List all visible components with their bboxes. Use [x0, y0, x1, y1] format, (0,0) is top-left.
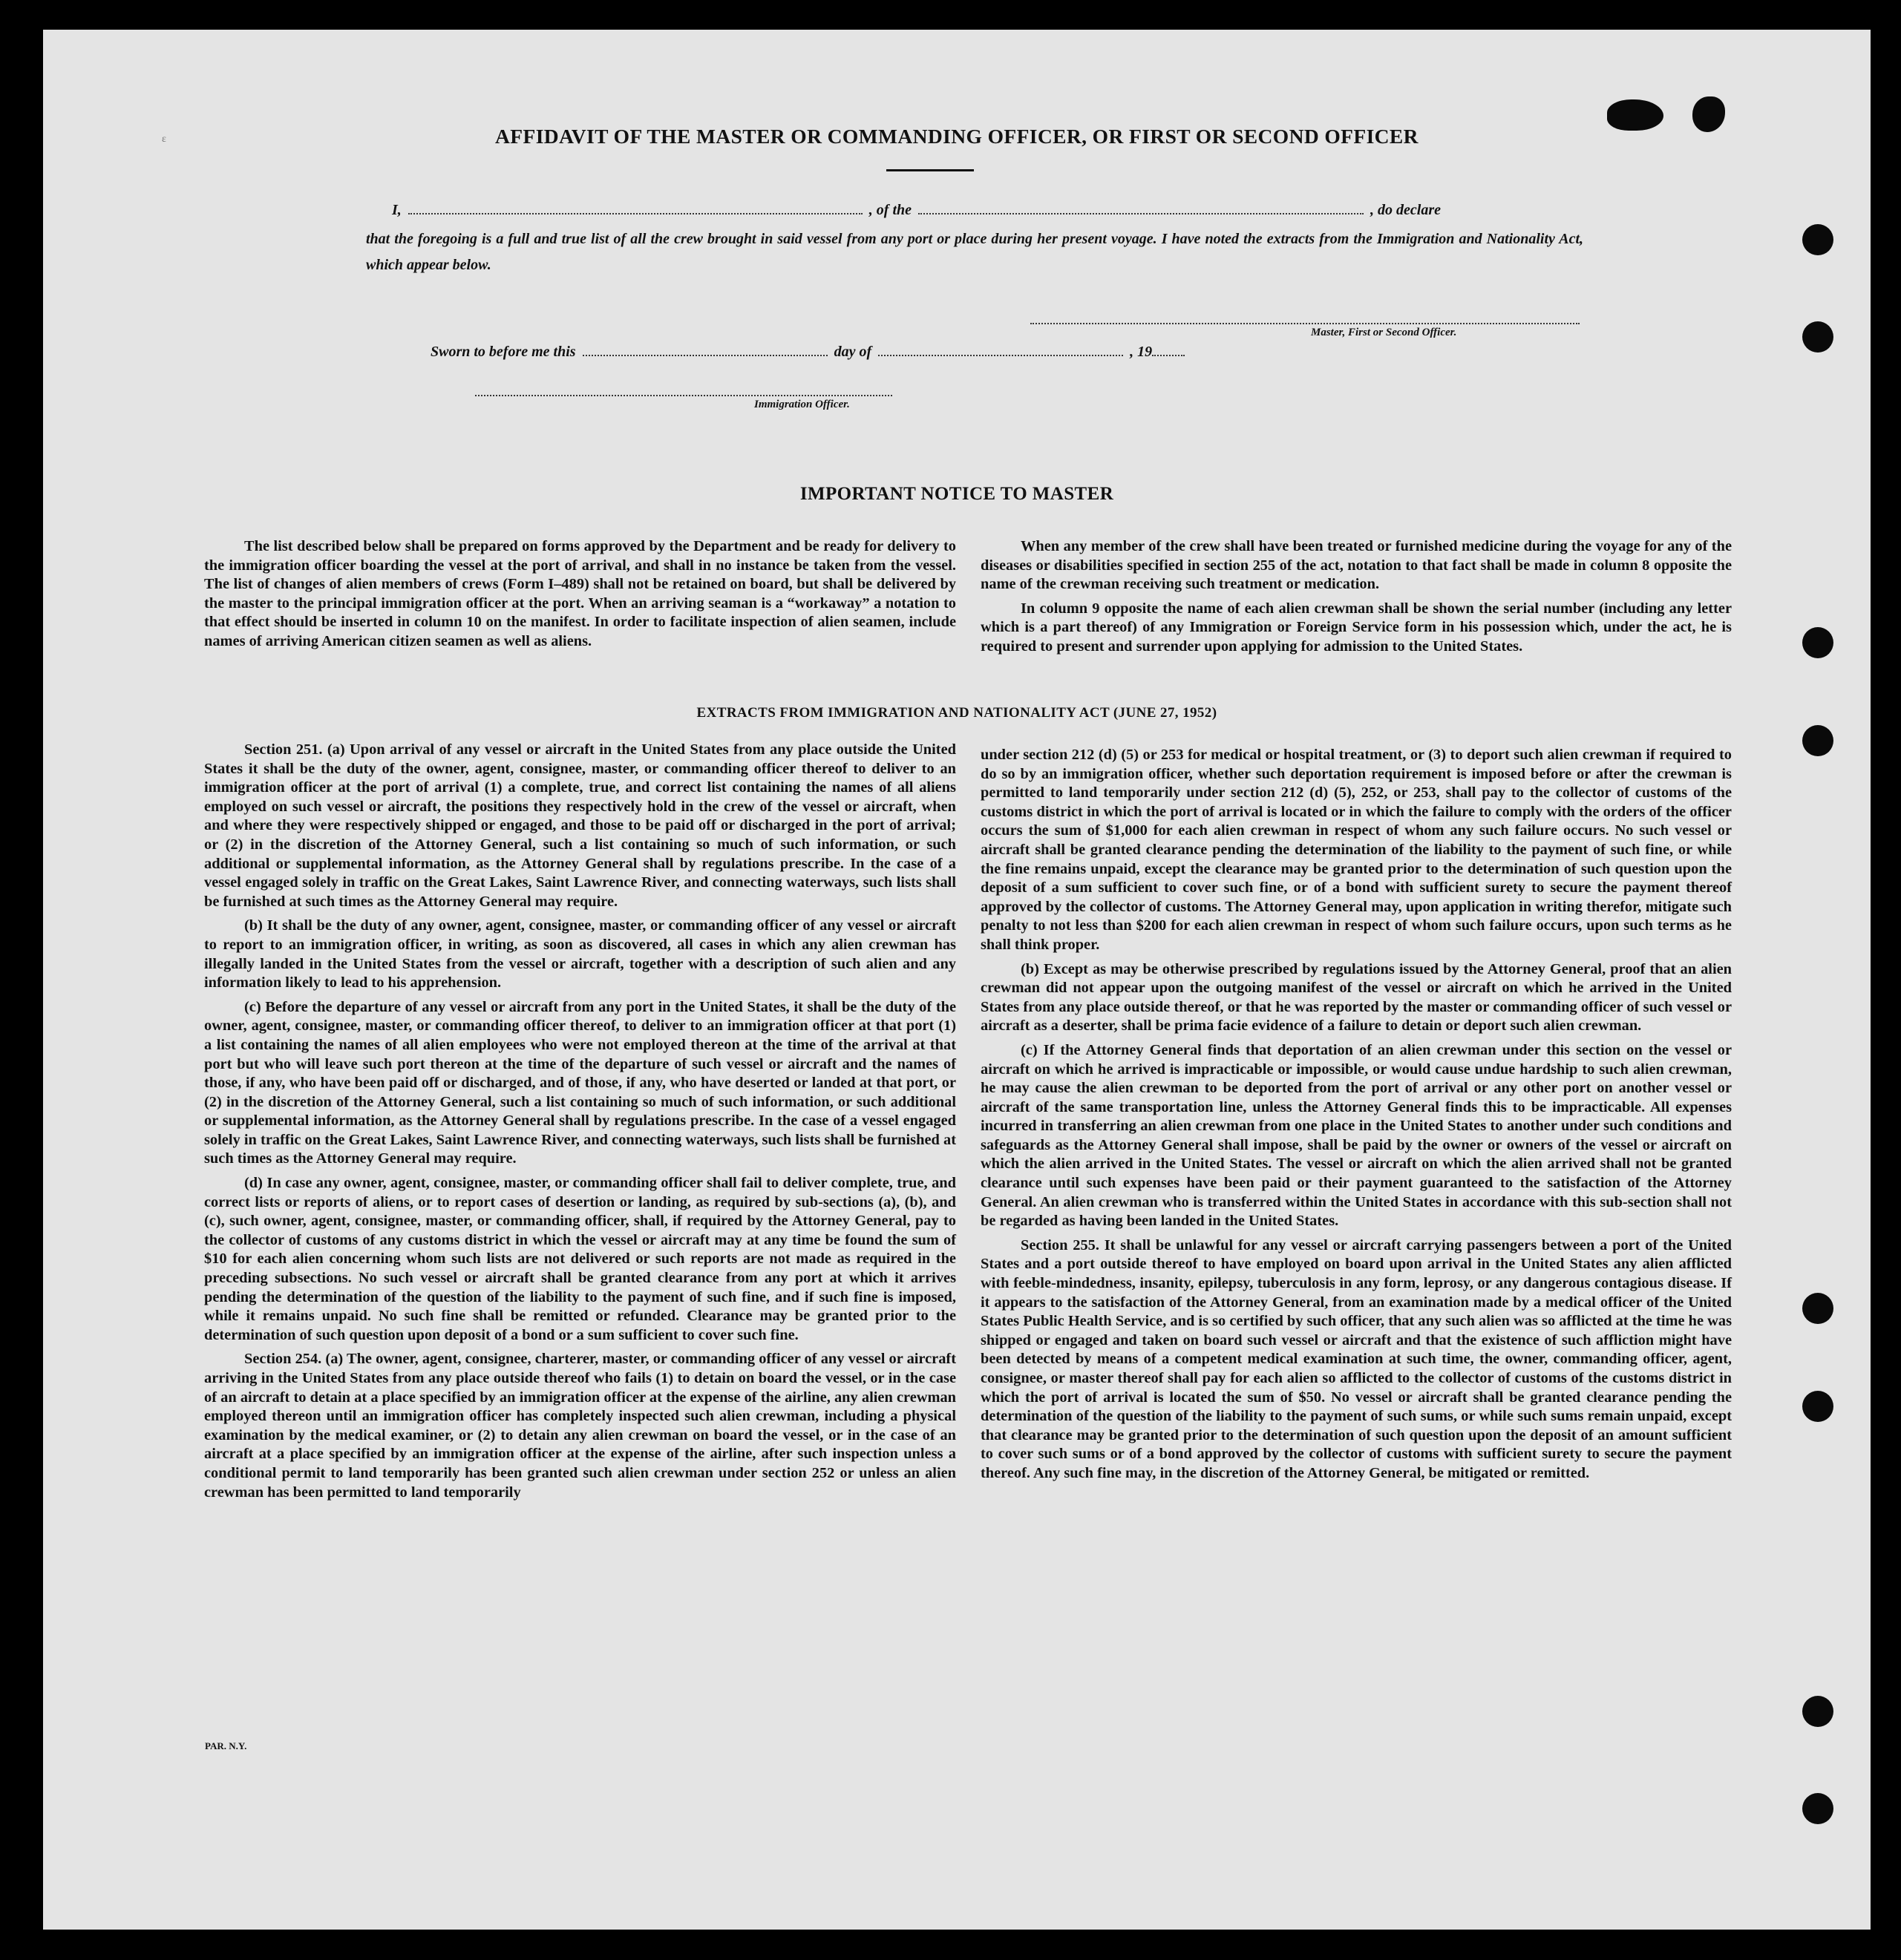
title-underline	[886, 169, 974, 171]
label-i: I,	[392, 202, 402, 218]
immigration-officer-caption: Immigration Officer.	[754, 399, 850, 410]
punch-hole	[1802, 321, 1833, 353]
notice-right-column	[981, 537, 1732, 662]
notice-left-column	[204, 537, 956, 657]
declaration-line	[392, 202, 1441, 219]
vessel-field[interactable]	[918, 206, 1364, 214]
master-signature-field[interactable]	[1030, 323, 1580, 324]
month-field[interactable]	[878, 347, 1123, 356]
year-field[interactable]	[1152, 347, 1185, 356]
punch-hole	[1802, 1293, 1833, 1324]
extracts-left-column	[204, 741, 956, 1507]
label-do-declare: , do declare	[1370, 202, 1441, 218]
section-251-b: (b) It shall be the duty of any owner, agent, consignee, master, or commanding officer of any vessel or aircraft to report to an immigration officer, in writing, as soon as discovered, all cases in which any alien crewman has illegally landed in the United States from the vessel or aircraft, together with a description of such alien and any information likely to lead to his apprehension.	[204, 917, 956, 992]
section-251-a: Section 251. (a) Upon arrival of any vessel or aircraft in the United States from any place outside the United States it shall be the duty of the owner, agent, consignee, master, or commanding officer thereof to deliver to an immigration officer at the port of arrival (1) a complete, true, and correct list containing the names of all aliens employed on such vessel or aircraft, the positions they respectively hold in the crew of the vessel or aircraft, when and where they were respectively shipped or engaged, and those to be paid off or discharged in the port of arrival; or (2) in the discretion of the Attorney General, such a list containing so much of such information, or such additional or supplemental information, as the Attorney General shall by regulations prescribe. In the case of a vessel engaged solely in traffic on the Great Lakes, Saint Lawrence River, and connecting waterways, such lists shall be furnished at such times as the Attorney General may require.	[204, 741, 956, 910]
section-254-a: Section 254. (a) The owner, agent, consignee, charterer, master, or commanding officer of any vessel or aircraft arriving in the United States from any place outside thereof who fails (1) to detain on board the vessel, or in the case of an aircraft to detain at a place specified by an immigration officer at the expense of the airline, any alien crewman employed thereon until an immigration officer has completely inspected such alien crewman, including a physical examination by the medical examiner, or (2) to detain any alien crewman on board the vessel, or in the case of an aircraft at a place specified by an immigration officer at the expense of the airline, after such inspection unless a conditional permit to land temporarily has been granted such alien crewman under section 252 or unless an alien crewman has been permitted to land temporarily	[204, 1351, 956, 1501]
section-254-c: (c) If the Attorney General finds that deportation of an alien crewman under this section on the vessel or aircraft on which he arrived is impracticable or impossible, or would cause undue hardship to such alien crewman, he may cause the alien crewman to be deported from the port of arrival or any other port on another vessel or aircraft of the same transportation line, unless the Attorney General finds this to be impracticable. All expenses incurred in transferring an alien crewman from one place in the United States to another under such conditions and safeguards as the Attorney General shall impose, shall be paid by the owner or owners of the vessel or aircraft on which the alien arrived in the United States. The vessel or aircraft on which the alien arrived shall not be granted clearance until such expenses have been paid or their payment guaranteed to the satisfaction of the Attorney General. An alien crewman who is transferred within the United States in accordance with this sub-section shall not be regarded as having been landed in the United States.	[981, 1041, 1732, 1230]
notice-paragraph: The list described below shall be prepared on forms approved by the Department and be ready for delivery to the immigration officer boarding the vessel at the port of arrival, and shall in no instance be taken from the vessel. The list of changes of alien members of crews (Form I–489) shall not be retained on board, but shall be delivered by the master to the principal immigration officer at the port. When an arriving seaman is a “workaway” a notation to that effect should be inserted in column 10 on the manifest. In order to facilitate inspection of alien seamen, include names of arriving American citizen seamen as well as aliens.	[204, 538, 956, 649]
section-255: Section 255. It shall be unlawful for any vessel or aircraft carrying passengers between a port of the United States and a port outside thereof to have employed on board upon arrival in the United States any alien afflicted with feeble-mindedness, insanity, epilepsy, tuberculosis in any form, leprosy, or any dangerous contagious disease. If it appears to the satisfaction of the Attorney General, from an examination made by a medical officer of the United States Public Health Service, and is so certified by such officer, that any such alien was so afflicted at the time he was shipped or engaged and taken on board such vessel or aircraft and that the existence of such affliction might have been detected by means of a competent medical examination at such time, the owner, commanding officer, agent, consignee, or master thereof shall pay for each alien so afflicted to the collector of customs of the customs district in which the port of arrival is located the sum of $50. No vessel or aircraft shall be granted clearance pending the determination of the question of the liability to the payment of such sums, or while such sums remain unpaid, except that clearance may be granted prior to the determination of such question upon the deposit of an amount sufficient to cover such sums or of a bond approved by the collector of customs with sufficient surety to secure the payment thereof. Any such fine may, in the discretion of the Attorney General, be mitigated or remitted.	[981, 1236, 1732, 1481]
punch-hole	[1802, 1793, 1833, 1824]
punch-hole	[1802, 1391, 1833, 1422]
extracts-right-column	[981, 746, 1732, 1489]
notice-paragraph: In column 9 opposite the name of each alien crewman shall be shown the serial number (including any letter which is a part thereof) of any Immigration or Foreign Service form in his possession which, under the act, he is required to present and surrender upon applying for admission to the United States.	[981, 600, 1732, 655]
punch-hole	[1802, 1696, 1833, 1727]
name-field[interactable]	[408, 206, 863, 214]
label-year: , 19	[1130, 344, 1153, 360]
section-251-c: (c) Before the departure of any vessel or aircraft from any port in the United States, it shall be the duty of the owner, agent, consignee, master, or commanding officer thereof, to deliver to an immigration officer at that port (1) a list containing the names of all alien employees who were not employed thereon at the time of the arrival at that port but who will leave such port thereon at the time of the departure of such vessel or aircraft and the names of those, if any, who have been paid off or discharged, and of those, if any, who have deserted or landed at that port, or (2) in the discretion of the Attorney General, such a list containing so much of such information, or such additional or supplemental information, as the Attorney General shall by regulations prescribe. In the case of a vessel engaged solely in traffic on the Great Lakes, Saint Lawrence River, and connecting waterways, such lists shall be furnished at such times as the Attorney General may require.	[204, 998, 956, 1167]
label-day-of: day of	[834, 344, 872, 360]
margin-mark: ε	[162, 134, 166, 145]
section-251-d: (d) In case any owner, agent, consignee, master, or commanding officer shall fail to deliver complete, true, and correct lists or reports of aliens, or to report cases of desertion or landing, as required by sub-sections (a), (b), and (c), such owner, agent, consignee, master, or commanding officer, shall, if required by the Attorney General, pay to the collector of customs of any customs district in which the vessel or aircraft may at any time be found the sum of $10 for each alien concerning whom such lists are not delivered or such reports are not made as required in the preceding subsections. No such vessel or aircraft shall be granted clearance from any port at which it arrives pending the determination of the question of the liability to the payment of such fine, and if such fine is imposed, while it remains unpaid. No such fine shall be remitted or refunded. Clearance may be granted prior to the determination of such question upon deposit of a bond or a sum sufficient to cover such fine.	[204, 1175, 956, 1343]
punch-hole	[1802, 627, 1833, 658]
day-field[interactable]	[583, 347, 828, 356]
notice-title: IMPORTANT NOTICE TO MASTER	[799, 484, 1114, 504]
affidavit-body: that the foregoing is a full and true list of all the crew brought in said vessel from any port or place during her present voyage. I have noted the extracts from the Immigration and Nationality Act, which appear below.	[366, 231, 1583, 273]
notice-paragraph: When any member of the crew shall have been treated or furnished medicine during the voyage for any of the diseases or disabilities specified in section 255 of the act, notation to that fact shall be made in column 8 opposite the name of the crewman receiving such treatment or medication.	[981, 538, 1732, 593]
label-sworn: Sworn to before me this	[431, 344, 576, 360]
punch-hole	[1802, 725, 1833, 756]
affidavit-title: AFFIDAVIT OF THE MASTER OR COMMANDING OFFICER, OR FIRST OR SECOND OFFICER	[495, 125, 1419, 148]
punch-hole	[1802, 224, 1833, 255]
document-page	[43, 30, 1871, 1930]
master-signature-caption: Master, First or Second Officer.	[1311, 327, 1457, 338]
section-254-b: (b) Except as may be otherwise prescribed by regulations issued by the Attorney General, proof that an alien crewman did not appear upon the outgoing manifest of the vessel or aircraft on which he arrived in the United States from any place outside thereof, or that he was reported by the master or commanding officer of such vessel or aircraft as a deserter, shall be prima facie evidence of a failure to detain or deport such alien crewman.	[981, 960, 1732, 1035]
printer-imprint: PAR. N.Y.	[205, 1740, 247, 1751]
sworn-line	[431, 344, 1188, 361]
extracts-title: EXTRACTS FROM IMMIGRATION AND NATIONALITY ACT (JUNE 27, 1952)	[696, 705, 1217, 721]
section-254-a-continued: under section 212 (d) (5) or 253 for medical or hospital treatment, or (3) to deport such alien crewman if required to do so by an immigration officer, whether such deportation requirement is imposed before or after the crewman is permitted to land temporarily under section 212 (d) (5), 252, or 253, shall pay to the collector of customs of the customs district in which the port of arrival is located or in which the failure to comply with the orders of the officer occurs the sum of $1,000 for each alien crewman in respect of whom any such failure occurs. No such vessel or aircraft shall be granted clearance pending the determination of the liability to the payment of such fine, or while the fine remains unpaid, except the clearance may be granted prior to the determination of such question upon the deposit of a sum sufficient to cover such fine, or of a bond with sufficient surety to secure the payment thereof approved by the collector of customs. The Attorney General may, upon application in writing therefor, mitigate such penalty to not less than $200 for each alien crewman in respect of whom such failure occurs, upon such terms as he shall think proper.	[981, 747, 1732, 953]
immigration-officer-signature-field[interactable]	[475, 395, 892, 396]
label-of-the: , of the	[868, 202, 912, 218]
